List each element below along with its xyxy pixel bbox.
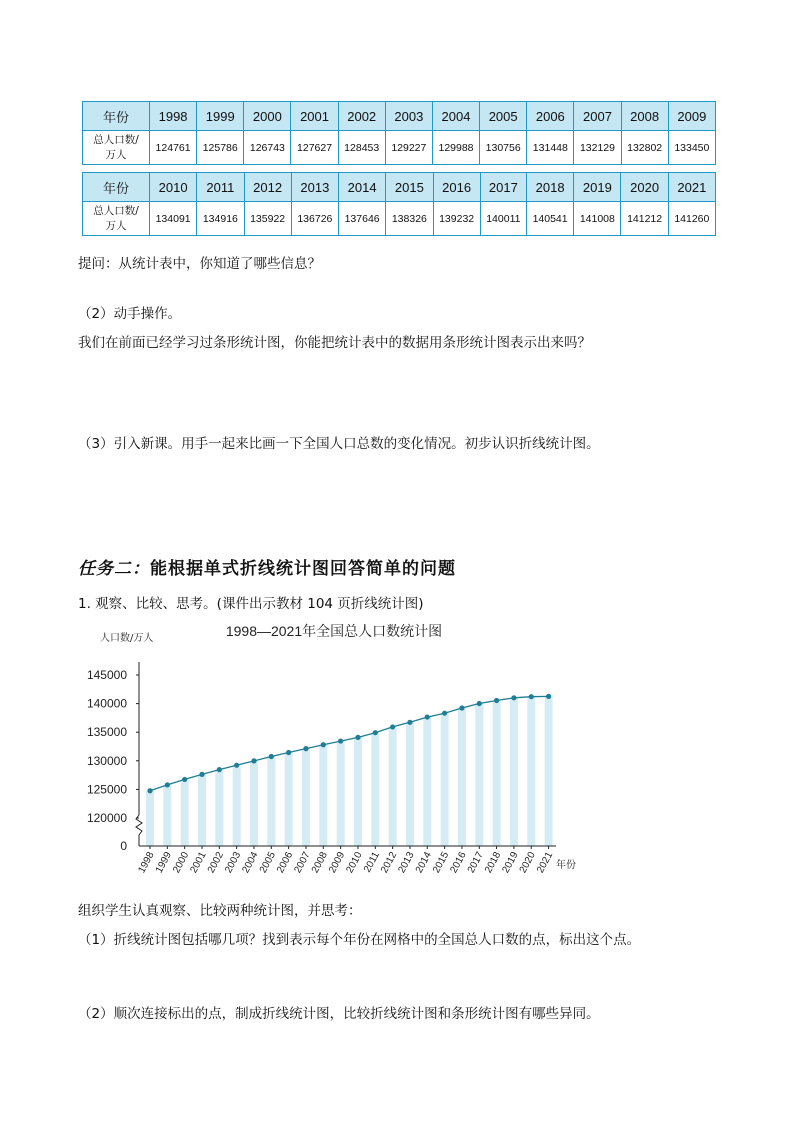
chart-title: 1998—2021年全国总人口数统计图 xyxy=(225,623,443,639)
population-label-line1: 总人口数/ xyxy=(93,204,139,217)
bar xyxy=(302,749,310,846)
y-axis-label: 人口数/万人 xyxy=(100,633,154,644)
value-cell: 134916 xyxy=(197,202,244,236)
value-cell: 140011 xyxy=(480,202,526,236)
bar xyxy=(337,741,345,846)
bar xyxy=(146,791,154,846)
value-cell: 131448 xyxy=(527,131,574,165)
data-point xyxy=(147,788,152,793)
year-label-cell: 年份 xyxy=(83,102,150,131)
year-cell: 2014 xyxy=(339,173,386,202)
x-tick-label: 2002 xyxy=(205,850,226,876)
year-cell: 2009 xyxy=(668,102,715,131)
data-point xyxy=(494,698,499,703)
x-tick-label: 2018 xyxy=(483,850,504,876)
step3-text: （3）引入新课。用手一起来比画一下全国人口总数的变化情况。初步认识折线统计图。 xyxy=(78,436,600,452)
x-tick-label: 2000 xyxy=(171,850,192,876)
data-point xyxy=(390,724,395,729)
y-tick-label: 145000 xyxy=(86,668,127,682)
question-1: （1）折线统计图包括哪几项？找到表示每个年份在网格中的全国总人口数的点，标出这个点。 xyxy=(78,932,641,948)
x-tick-label: 2014 xyxy=(413,850,434,876)
bar xyxy=(545,696,553,846)
bar xyxy=(233,765,241,846)
value-cell: 132129 xyxy=(574,131,621,165)
x-tick-label: 2006 xyxy=(275,850,296,876)
value-cell: 134091 xyxy=(150,202,197,236)
table-header-row xyxy=(83,102,716,131)
bar xyxy=(493,701,501,846)
x-tick-label: 2011 xyxy=(362,850,382,875)
value-cell: 140541 xyxy=(526,202,573,236)
year-cell: 2017 xyxy=(480,173,526,202)
bar xyxy=(163,785,171,846)
table-header-row xyxy=(83,173,716,202)
x-tick-label: 2004 xyxy=(240,850,261,876)
question-text: 提问：从统计表中，你知道了哪些信息？ xyxy=(78,256,321,272)
year-label-cell: 年份 xyxy=(83,173,150,202)
value-cell: 128453 xyxy=(338,131,385,165)
population-table xyxy=(82,101,716,165)
bar xyxy=(389,727,397,846)
value-cell: 130756 xyxy=(480,131,527,165)
year-cell: 2010 xyxy=(150,173,197,202)
population-table-2 xyxy=(82,172,716,236)
population-label-line1: 总人口数/ xyxy=(93,133,139,146)
bar xyxy=(215,770,223,846)
bar xyxy=(198,774,206,846)
year-cell: 2006 xyxy=(527,102,574,131)
y-tick-label: 125000 xyxy=(86,782,127,797)
year-cell: 2008 xyxy=(621,102,668,131)
year-cell: 2012 xyxy=(244,173,291,202)
data-point xyxy=(459,705,464,710)
data-point xyxy=(425,714,430,719)
value-cell: 126743 xyxy=(244,131,291,165)
population-label-cell xyxy=(83,131,150,165)
year-cell: 2007 xyxy=(574,102,621,131)
value-cell: 138326 xyxy=(386,202,433,236)
task-title: 能根据单式折线统计图回答简单的问题 xyxy=(150,559,456,579)
value-cell: 132802 xyxy=(621,131,668,165)
x-tick-label: 2003 xyxy=(223,850,244,876)
data-point xyxy=(234,763,239,768)
table-value-row xyxy=(83,131,716,165)
data-point xyxy=(217,767,222,772)
x-tick-label: 2017 xyxy=(465,850,486,876)
x-tick-label: 2009 xyxy=(327,850,348,876)
data-point xyxy=(529,694,534,699)
population-label-line2: 万人 xyxy=(105,219,127,232)
table-value-row xyxy=(83,202,716,236)
organize-text: 组织学生认真观察、比较两种统计图，并思考： xyxy=(78,903,362,919)
data-point xyxy=(477,701,482,706)
year-cell: 1998 xyxy=(150,102,197,131)
bar xyxy=(527,697,535,846)
data-point xyxy=(199,772,204,777)
x-tick-label: 2012 xyxy=(379,850,400,876)
bar xyxy=(458,708,466,846)
data-point xyxy=(269,754,274,759)
x-tick-label: 2021 xyxy=(535,850,556,876)
year-cell: 2005 xyxy=(480,102,527,131)
value-cell: 135922 xyxy=(244,202,291,236)
value-cell: 141008 xyxy=(574,202,621,236)
year-cell: 2003 xyxy=(385,102,432,131)
x-axis-label: 年份 xyxy=(556,860,576,871)
year-cell: 2000 xyxy=(244,102,291,131)
value-cell: 136726 xyxy=(291,202,338,236)
year-cell: 2011 xyxy=(197,173,244,202)
bar xyxy=(267,756,275,846)
task-heading xyxy=(78,554,456,579)
year-cell: 2002 xyxy=(338,102,385,131)
bar xyxy=(319,745,327,846)
x-tick-label: 2005 xyxy=(257,850,278,876)
x-tick-label: 2016 xyxy=(448,850,469,876)
data-point xyxy=(303,746,308,751)
bar xyxy=(250,761,258,846)
year-cell: 2016 xyxy=(433,173,480,202)
x-tick-label: 1998 xyxy=(136,850,157,876)
bar xyxy=(423,717,431,846)
year-cell: 2013 xyxy=(291,173,338,202)
data-point xyxy=(182,777,187,782)
y-tick-label: 135000 xyxy=(86,725,127,740)
x-tick-label: 2010 xyxy=(344,850,365,876)
x-tick-label: 2001 xyxy=(188,850,209,876)
question-2: （2）顺次连接标出的点，制成折线统计图，比较折线统计图和条形统计图有哪些异同。 xyxy=(78,1006,600,1022)
population-label-line2: 万人 xyxy=(105,148,127,161)
value-cell: 129988 xyxy=(432,131,479,165)
value-cell: 137646 xyxy=(339,202,386,236)
bar xyxy=(354,737,362,846)
step2-body: 我们在前面已经学习过条形统计图，你能把统计表中的数据用条形统计图表示出来吗？ xyxy=(78,335,591,351)
task-prefix: 任务二： xyxy=(78,559,150,579)
value-cell: 124761 xyxy=(150,131,197,165)
y-tick-label: 120000 xyxy=(86,811,127,825)
data-point xyxy=(251,758,256,763)
x-tick-label: 2007 xyxy=(292,850,313,876)
year-cell: 2001 xyxy=(291,102,338,131)
x-tick-label: 2020 xyxy=(517,850,538,876)
data-point xyxy=(546,694,551,699)
value-cell: 129227 xyxy=(385,131,432,165)
data-point xyxy=(338,738,343,743)
axis-break-mark xyxy=(136,815,142,846)
bar xyxy=(285,753,293,846)
data-point xyxy=(286,750,291,755)
x-tick-label: 2013 xyxy=(396,850,417,876)
population-label-cell xyxy=(83,202,150,236)
year-cell: 2020 xyxy=(621,173,668,202)
data-point xyxy=(442,711,447,716)
y-tick-label: 140000 xyxy=(86,696,127,711)
data-point xyxy=(511,695,516,700)
population-line-chart xyxy=(0,610,794,880)
value-cell: 141260 xyxy=(668,202,715,236)
y-tick-label: 0 xyxy=(120,839,127,853)
y-tick-label: 130000 xyxy=(86,753,127,768)
value-cell: 125786 xyxy=(197,131,244,165)
data-point xyxy=(355,735,360,740)
bar xyxy=(441,713,449,846)
series-line xyxy=(150,696,549,790)
year-cell: 2021 xyxy=(668,173,715,202)
x-tick-label: 2015 xyxy=(431,850,452,876)
bar xyxy=(181,779,189,846)
data-point xyxy=(165,782,170,787)
bar xyxy=(475,704,483,846)
value-cell: 127627 xyxy=(291,131,338,165)
year-cell: 1999 xyxy=(197,102,244,131)
x-tick-label: 2008 xyxy=(309,850,330,876)
x-tick-label: 1999 xyxy=(153,850,174,876)
year-cell: 2004 xyxy=(432,102,479,131)
item1-text: 1. 观察、比较、思考。(课件出示教材 104 页折线统计图) xyxy=(78,596,424,612)
year-cell: 2019 xyxy=(574,173,621,202)
x-tick-label: 2019 xyxy=(500,850,521,876)
year-cell: 2018 xyxy=(526,173,573,202)
value-cell: 139232 xyxy=(433,202,480,236)
bar xyxy=(406,722,414,846)
year-cell: 2015 xyxy=(386,173,433,202)
value-cell: 133450 xyxy=(668,131,715,165)
value-cell: 141212 xyxy=(621,202,668,236)
data-point xyxy=(407,720,412,725)
data-point xyxy=(373,730,378,735)
data-point xyxy=(321,742,326,747)
bar xyxy=(510,698,518,846)
step2-title: （2）动手操作。 xyxy=(78,306,182,322)
bar xyxy=(371,733,379,846)
